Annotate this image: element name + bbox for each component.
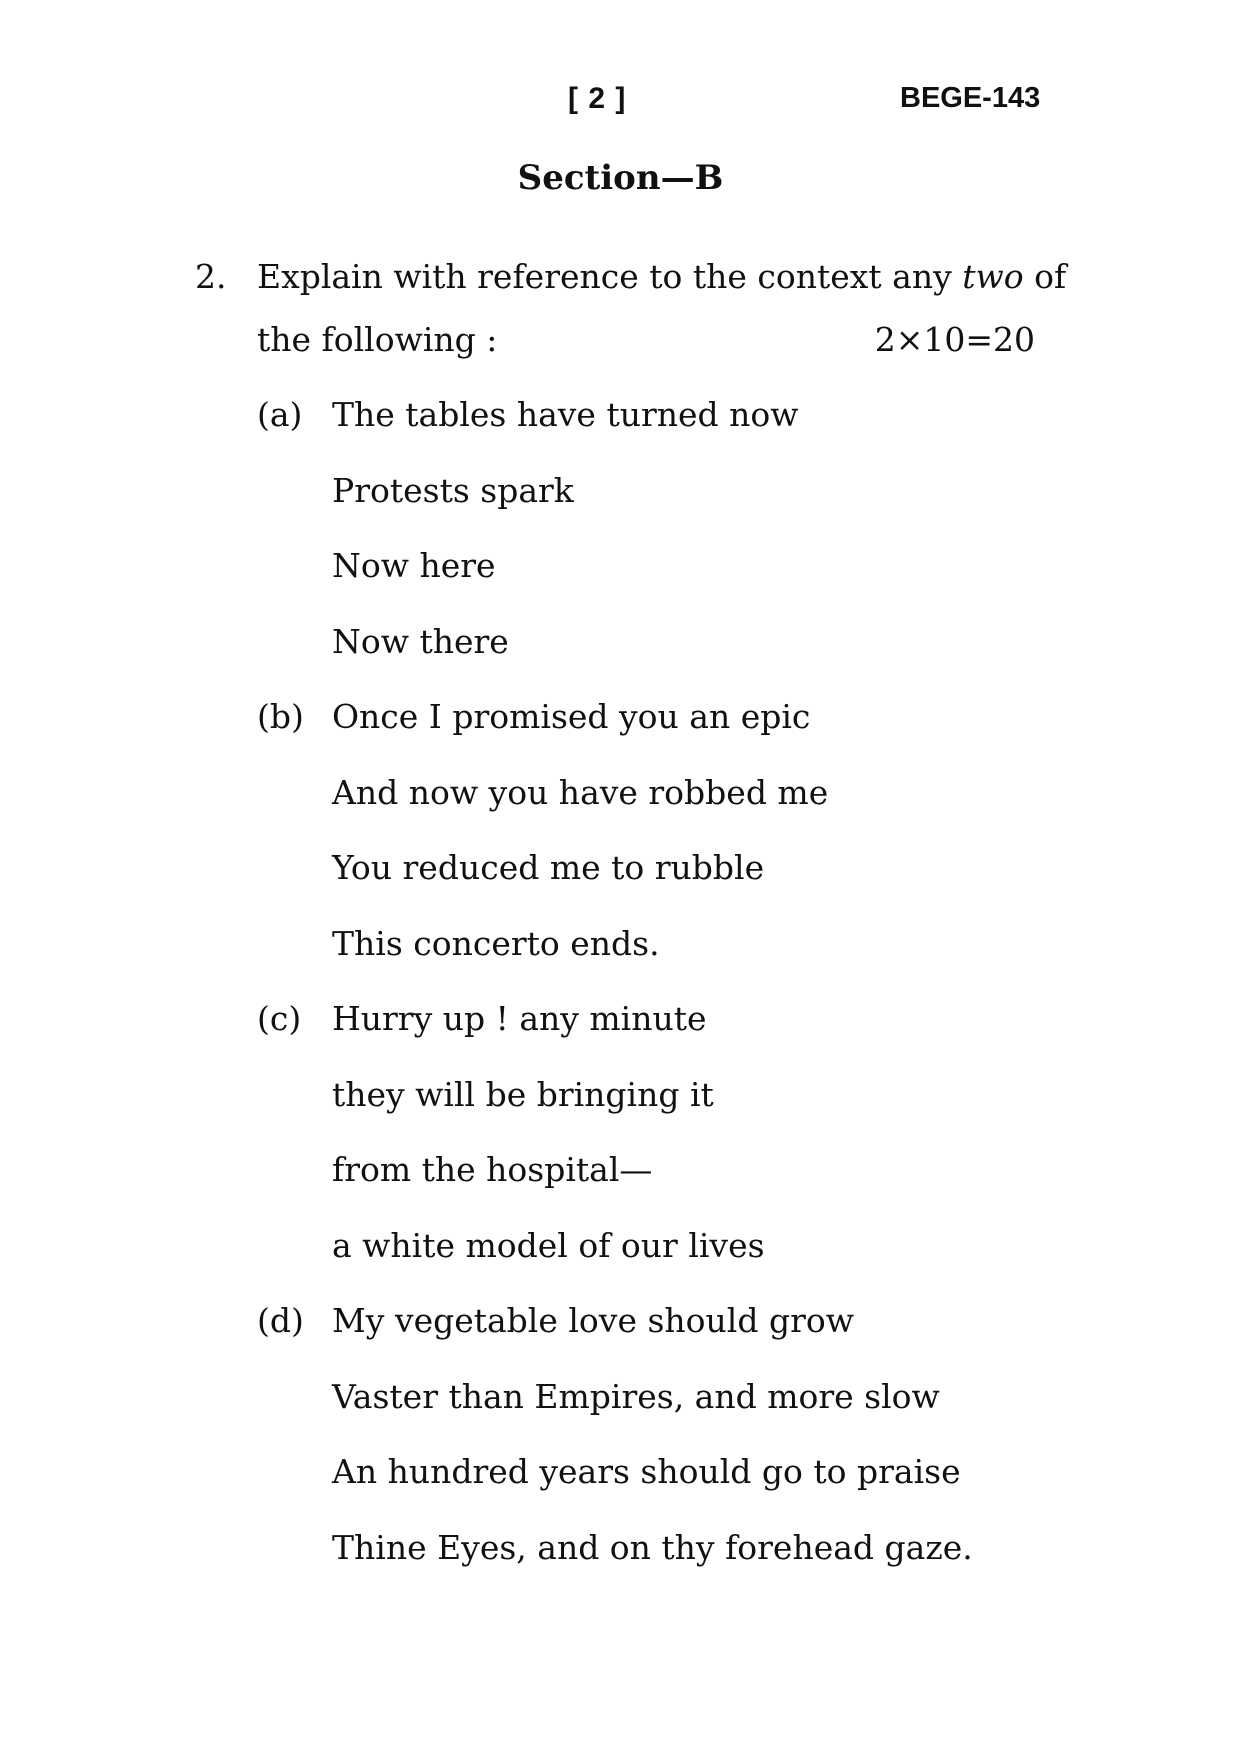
poem-line: Vaster than Empires, and more slow bbox=[332, 1376, 940, 1416]
poem-line: The tables have turned now bbox=[332, 395, 799, 434]
page-header bbox=[0, 82, 1241, 122]
poem-line: Now here bbox=[332, 546, 496, 585]
poem-excerpt bbox=[332, 377, 1017, 679]
section-title bbox=[0, 158, 1241, 198]
poem-line: Thine Eyes, and on thy forehead gaze. bbox=[332, 1527, 973, 1567]
question-number: 2. bbox=[195, 257, 227, 296]
poem-line: Now there bbox=[332, 621, 509, 661]
poem-line: a white model of our lives bbox=[332, 1225, 765, 1265]
paper-code: BEGE-143 bbox=[900, 82, 1041, 114]
question-instruction bbox=[257, 245, 1066, 308]
option-b bbox=[257, 679, 1017, 981]
poem-excerpt bbox=[332, 679, 1017, 981]
question-line-2 bbox=[195, 308, 1045, 371]
instruction-part-2: of bbox=[1023, 257, 1067, 296]
poem-line: Once I promised you an epic bbox=[332, 697, 811, 736]
poem-line: My vegetable love should grow bbox=[332, 1301, 854, 1340]
option-label: (b) bbox=[257, 697, 304, 736]
option-label: (c) bbox=[257, 999, 302, 1038]
poem-line: An hundred years should go to praise bbox=[332, 1452, 961, 1491]
poem-excerpt bbox=[332, 1283, 1017, 1585]
poem-line: they will be bringing it bbox=[332, 1074, 714, 1114]
options-list bbox=[257, 377, 1017, 1585]
poem-line: And now you have robbed me bbox=[332, 772, 829, 812]
instruction-emphasis: two bbox=[962, 257, 1024, 296]
question-marks: 2×10=20 bbox=[874, 320, 1035, 359]
poem-line: Hurry up ! any minute bbox=[332, 999, 707, 1038]
poem-line: Protests spark bbox=[332, 470, 574, 510]
option-d bbox=[257, 1283, 1017, 1585]
instruction-line-2: the following : bbox=[257, 320, 498, 359]
question-2 bbox=[195, 245, 1067, 371]
question-line-1 bbox=[195, 245, 1067, 308]
poem-line: You reduced me to rubble bbox=[332, 848, 765, 887]
poem-excerpt bbox=[332, 981, 1017, 1283]
option-label: (a) bbox=[257, 395, 303, 434]
poem-line: from the hospital— bbox=[332, 1150, 653, 1189]
option-c bbox=[257, 981, 1017, 1283]
option-label: (d) bbox=[257, 1301, 304, 1340]
option-a bbox=[257, 377, 1017, 679]
poem-line: This concerto ends. bbox=[332, 923, 660, 963]
section-title-text: Section—B bbox=[517, 158, 724, 198]
page-number: [ 2 ] bbox=[568, 82, 627, 115]
instruction-part-1: Explain with reference to the context any bbox=[257, 257, 963, 296]
